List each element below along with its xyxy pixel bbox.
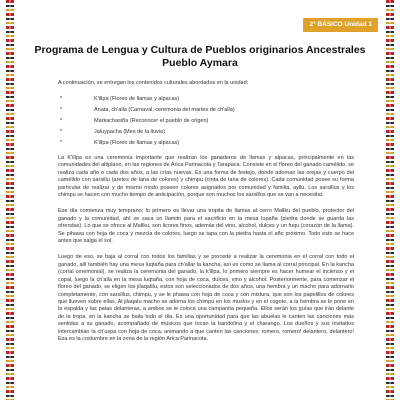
document-header <box>0 44 400 70</box>
list-item: * Jaluypacha (Mes de la lluvia) <box>60 128 165 135</box>
document-body <box>58 80 354 352</box>
bullet-icon: * <box>60 128 63 135</box>
list-item: * K'illpa (Floreo de llamas y alpacas) <box>60 96 180 103</box>
list-item: * K'illpa (Floreo de llamas y alpacas) <box>60 139 180 146</box>
paragraph-morning-ritual: Ese día comienza muy temprano; lo primero es llevar una tropita de llamas al cerro Mallku del pueblo, protector del ganado y la comunidad, ahí se saca un llamito para el sacrificio en la mesa lupaña (piedra donde se guarda las ofrendas). Lo que se ofrece al Mallku, son licores finos, además del vino, alcohol, dulces y un fuqu (corazón de la llama). Se pihawa con hoja de coca y mezcla de colores, luego se tapa con la piedra hasta el año próximo. Todo esto se hace antes que salga el sol. <box>58 208 354 245</box>
bullet-icon: * <box>60 118 63 124</box>
list-item: * Markachasiña (Reconocer el pueblo de origen) <box>60 118 209 124</box>
intro-text: A continuación, se entregan los contenidos culturales abordados en la unidad: <box>58 80 249 86</box>
title-line-1: Programa de Lengua y Cultura de Pueblos originarios Ancestrales <box>34 44 366 56</box>
grade-unit-badge: 2° BÁSICO Unidad 1 <box>303 18 378 32</box>
title-line-2: Pueblo Aymara <box>162 57 238 69</box>
bullet-icon: * <box>60 139 63 146</box>
document-title <box>0 44 400 70</box>
contents-list <box>58 96 354 147</box>
list-item: * Anata, ch'alla (Carnaval, ceremonia del martes de ch'alla) <box>60 107 235 114</box>
bullet-icon: * <box>60 96 63 103</box>
bullet-icon: * <box>60 107 63 114</box>
paragraph-killpa-intro: La K'illpa es una ceremonia importante que realizan los ganaderos de llamas y alpacas, principalmente en las comunidades del altiplano, en las regiones de Arica Parinacota y Tarapacá. Consiste en el floreo del ganado camélido, se realiza cada año o cada dos años, a las crías nuevas. Es una forma de festejo, donde adornan las orejas y cuerpo del camélido con sarsillu (aretes de lana de colores) y chimpu (cinta de lana de colores). Cada comunidad posee su forma particular de realizar y de mismo modo poseen colores asignados por comunidad y familia, ayllu. Los sarsillus y los chimpu se hacen con mucho tiempo de anticipación, porque son muchos los sarsillos que se van a necesitar. <box>58 155 354 199</box>
paragraph-corral-ceremony: Luego de eso, se baja al corral con todos los familias y se procede a realizar la ceremonia en el corral con todo el ganado, allí también hay una mesa luqtaña para ch'allar la kancha, así es como se llama al corral principal. En la kancha (corral ceremonial), se realiza la ceremonia del ganado, la k'illpa, lo primero siempre es hacer humear el incienso y el copal, luego la ch'alla en la mesa luqtaña, con hoja de coca, dulces, vino y alcohol. Posteriormente, para comenzar el floreo del ganado, se eligen los jilaqatllu, estos son seleccionados de dos años, una hembra y un macho para adornarlo completamente, con sarsillus, chimpu, y se le phawa con hoja de coca y con mixtura, que son los papelillos de colores que llueven sobre ellas. Al jilaqatu macho se adorna los chimpu en los muslos y en el cogote, a la hembra se le pone en la espalda y las patas delanteras, a ambos se le coloca una campanita pequeña. Ellos serán los guías que irán delante de la tropa, en la kancha se baila todo el día. Es una oportunidad para que las abuelas le canten las canciones más sentidas a su ganado, acompañado de músicos que tocan la bandolina y el charango. Los dueños y sus invitados intercambian la ch'uspa con hoja de coca, animando a que canten las canciones; romero, romero! delantero, delantero! Esa es la costumbre en la zona de la región Arica Parinacota. <box>58 254 354 342</box>
